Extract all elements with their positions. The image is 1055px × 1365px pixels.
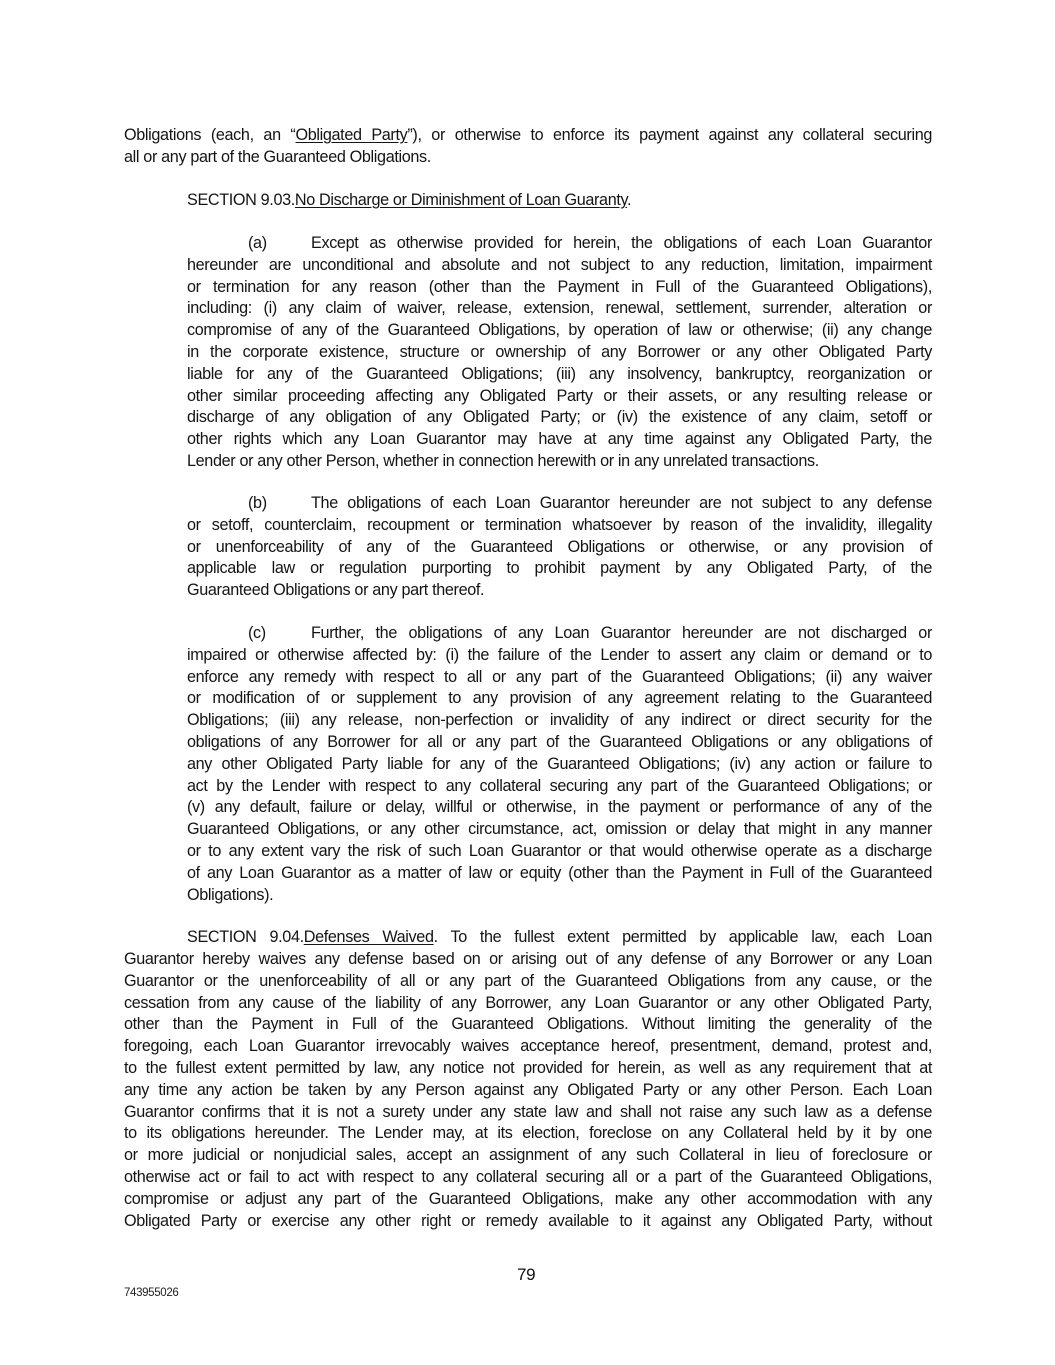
text-line: or setoff, counterclaim, recoupment or termination whatsoever by reason of the invalidity, illegality: [187, 515, 932, 534]
text-line: all or any part of the Guaranteed Obligations.: [124, 148, 431, 166]
text-line: or termination for any reason (other than the Payment in Full of the Guaranteed Obligations),: [187, 277, 932, 296]
text-line: to its obligations hereunder. The Lender may, at its election, foreclose on any Collateral held by it by one: [124, 1124, 932, 1143]
text-line: other similar proceeding affecting any Obligated Party or their assets, or any resulting release or: [187, 386, 932, 405]
text-line: foregoing, each Loan Guarantor irrevocably waives acceptance hereof, presentment, demand, protest and,: [124, 1037, 932, 1056]
page-number: 79: [517, 1265, 536, 1284]
text-line: liable for any of the Guaranteed Obligations; (iii) any insolvency, bankruptcy, reorganization or: [187, 364, 932, 383]
text-line: Guarantor confirms that it is not a surety under any state law and shall not raise any such law as a defense: [124, 1102, 932, 1121]
section-title: No Discharge or Diminishment of Loan Guaranty: [294, 191, 628, 209]
subsection-label: (c): [248, 624, 266, 642]
text-line: Guaranteed Obligations or any part thereof.: [187, 581, 485, 600]
text-line: compromise or adjust any part of the Guaranteed Obligations, make any other accommodation with any: [124, 1189, 932, 1208]
subsection-label: (b): [248, 494, 267, 512]
text-line: including: (i) any claim of waiver, release, extension, renewal, settlement, surrender, alteration or: [187, 299, 932, 318]
text-run: Obligations (each, an “: [124, 126, 296, 144]
text-line: [124, 124, 932, 146]
text-run: ”), or otherwise to enforce its payment against any collateral securing: [407, 126, 933, 144]
text-run: The obligations of each Loan Guarantor hereunder are not subject to any defense: [311, 494, 932, 512]
text-run: Further, the obligations of any Loan Guarantor hereunder are not discharged or: [311, 624, 932, 642]
text-line: discharge of any obligation of any Obligated Party; or (iv) the existence of any claim, setoff or: [187, 408, 932, 427]
text-run: .: [627, 191, 632, 209]
section-title: Defenses Waived: [303, 928, 434, 946]
text-line: Guaranteed Obligations, or any other circumstance, act, omission or delay that might in any manner: [187, 820, 932, 839]
text-line: Obligations; (iii) any release, non-perfection or invalidity of any indirect or direct security for the: [187, 711, 932, 730]
section-9-03-heading: [187, 189, 631, 211]
text-line: Obligations).: [187, 885, 274, 904]
text-line: or more judicial or nonjudicial sales, accept an assignment of any such Collateral in lieu of foreclosure or: [124, 1146, 932, 1165]
text-line: obligations of any Borrower for all or any part of the Guaranteed Obligations or any obligations of: [187, 733, 932, 751]
section-9-04-heading: [187, 926, 932, 948]
text-line: enforce any remedy with respect to all or any part of the Guaranteed Obligations; (ii) any waiver: [187, 667, 932, 686]
text-line: act by the Lender with respect to any collateral securing any part of the Guaranteed Obligations; or: [187, 776, 932, 795]
text-line: impaired or otherwise affected by: (i) the failure of the Lender to assert any claim or demand or to: [187, 645, 932, 664]
defined-term-obligated-party: Obligated Party: [295, 126, 408, 144]
text-line: cessation from any cause of the liability of any Borrower, any Loan Guarantor or any other Obligated Party,: [124, 993, 932, 1012]
text-line: otherwise act or fail to act with respect to any collateral securing all or a part of the Guaranteed Obligations,: [124, 1168, 932, 1186]
text-line: Guarantor hereby waives any defense based on or arising out of any defense of any Borrower or any Loan: [124, 950, 932, 968]
section-number: SECTION 9.03.: [187, 191, 295, 209]
text-line: other rights which any Loan Guarantor may have at any time against any Obligated Party, the: [187, 430, 932, 449]
text-line: Guarantor or the unenforceability of all or any part of the Guaranteed Obligations from any cause, or the: [124, 971, 932, 990]
text-line: compromise of any of the Guaranteed Obligations, by operation of law or otherwise; (ii) any change: [187, 321, 932, 340]
text-line: to the fullest extent permitted by law, any notice not provided for herein, as well as any requirement that at: [124, 1059, 932, 1077]
text-run: Except as otherwise provided for herein, the obligations of each Loan Guarantor: [311, 234, 932, 252]
text-run: . To the fullest extent permitted by applicable law, each Loan: [433, 928, 932, 946]
text-line: or unenforceability of any of the Guaranteed Obligations or otherwise, or any provision of: [187, 537, 932, 556]
text-line: [248, 622, 932, 644]
text-line: any other Obligated Party liable for any of the Guaranteed Obligations; (iv) any action or failure to: [187, 754, 932, 773]
text-line: any time any action be taken by any Person against any Obligated Party or any other Person. Each Loan: [124, 1080, 932, 1099]
text-line: of any Loan Guarantor as a matter of law or equity (other than the Payment in Full of the Guaranteed: [187, 863, 932, 882]
text-line: or to any extent vary the risk of such Loan Guarantor or that would otherwise operate as a discharge: [187, 842, 932, 860]
text-line: in the corporate existence, structure or ownership of any Borrower or any other Obligated Party: [187, 343, 932, 361]
text-line: other than the Payment in Full of the Guaranteed Obligations. Without limiting the generality of the: [124, 1015, 932, 1034]
text-line: [248, 492, 932, 514]
document-id: 743955026: [124, 1287, 179, 1299]
section-number: SECTION 9.04.: [187, 928, 304, 946]
text-line: applicable law or regulation purporting to prohibit payment by any Obligated Party, of the: [187, 559, 932, 578]
subsection-label: (a): [248, 234, 267, 252]
text-line: or modification of or supplement to any provision of any agreement relating to the Guaranteed: [187, 689, 932, 708]
text-line: Lender or any other Person, whether in connection herewith or in any unrelated transactions.: [187, 452, 819, 470]
text-line: (v) any default, failure or delay, willful or otherwise, in the payment or performance of any of the: [187, 798, 932, 817]
text-line: hereunder are unconditional and absolute and not subject to any reduction, limitation, impairment: [187, 255, 932, 274]
text-line: [248, 232, 932, 254]
text-line: Obligated Party or exercise any other right or remedy available to it against any Obligated Party, without: [124, 1211, 932, 1230]
